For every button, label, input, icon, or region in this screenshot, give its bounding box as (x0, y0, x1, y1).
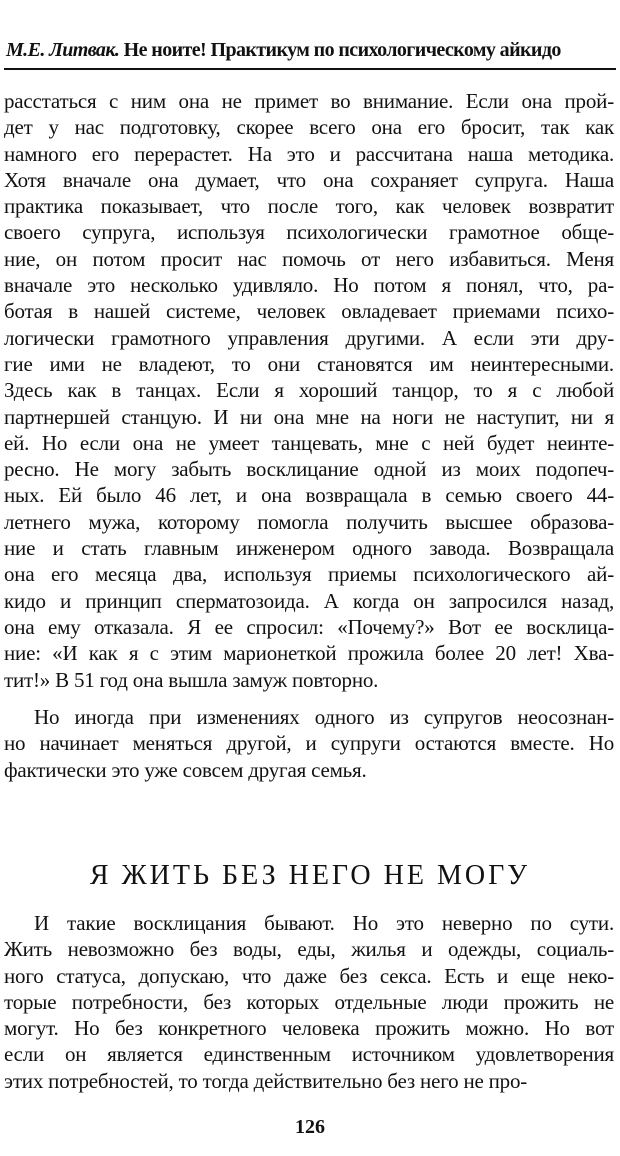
text-line: ботая в нашей системе, человек овладевает приемами психо- (4, 299, 614, 324)
text-line: намного его перерастет. На это и рассчитана наша методика. (4, 141, 614, 166)
text-line: могут. Но без конкретного человека прожить можно. Но вот (4, 1016, 614, 1041)
running-head-title: Не ноите! Практикум по психологическому айкидо (119, 39, 561, 61)
text-line: она его месяца два, используя приемы психологического ай- (4, 562, 614, 587)
text-line: тит!» В 51 год она вышла замуж повторно. (4, 667, 379, 692)
text-line: И такие восклицания бывают. Но это неверно по сути. (34, 911, 614, 935)
running-head (6, 38, 561, 62)
text-line: торые потребности, без которых отдельные люди прожить не (4, 989, 614, 1014)
text-line: этих потребностей, то тогда действительно без него не про- (4, 1068, 528, 1093)
text-line: фактически это уже совсем другая семья. (4, 757, 367, 782)
text-line: ние и стать главным инженером одного завода. Возвращала (4, 536, 614, 561)
text-line: расстаться с ним она не примет во внимание. Если она прой- (4, 89, 614, 113)
text-line: ного статуса, допускаю, что даже без секса. Есть и еще неко- (4, 963, 614, 988)
text-line: Здесь как в танцах. Если я хороший танцор, то я с любой (4, 378, 614, 403)
page-number: 126 (295, 1116, 325, 1138)
text-line: дет у нас подготовку, скорее всего она его бросит, так как (4, 115, 614, 140)
text-line: партнершей станцую. И ни она мне на ноги не наступит, ни я (4, 404, 614, 429)
text-line: если он является единственным источником удовлетворения (4, 1042, 614, 1067)
chapter-title: Я ЖИТЬ БЕЗ НЕГО НЕ МОГУ (89, 860, 531, 892)
paragraph-1 (4, 88, 614, 693)
text-line: но начинает меняться другой, и супруги остаются вместе. Но (4, 731, 614, 756)
text-line: логически грамотного управления другими. А если эти дру- (4, 325, 614, 350)
text-line: ние: «И как я с этим марионеткой прожила более 20 лет! Хва- (4, 641, 614, 666)
text-line: вначале это несколько удивляло. Но потом я понял, что, ра- (4, 273, 614, 298)
paragraph-3 (4, 910, 614, 1094)
text-line: ние, он потом просит нас помочь от него избавиться. Меня (4, 246, 614, 271)
text-line: гие ими не владеют, то они становятся им неинтересными. (4, 351, 614, 376)
text-line: ей. Но если она не умеет танцевать, мне с ней будет неинте- (4, 430, 614, 455)
text-line: Но иногда при изменениях одного из супругов неосознан- (34, 705, 614, 729)
text-line: летнего мужа, которому помогла получить высшее образова- (4, 509, 614, 534)
text-line: ресно. Не могу забыть восклицание одной из моих подопеч- (4, 457, 614, 482)
running-head-author: М.Е. Литвак. (6, 39, 120, 61)
text-line: Хотя вначале она думает, что она сохраняет супруга. Наша (4, 167, 614, 192)
text-line: своего супруга, используя психологически грамотное обще- (4, 220, 614, 245)
header-rule (4, 68, 616, 70)
text-line: ных. Ей было 46 лет, и она возвращала в семью своего 44- (4, 483, 614, 508)
text-line: практика показывает, что после того, как человек возвратит (4, 194, 614, 219)
paragraph-2 (4, 704, 614, 783)
text-line: она ему отказала. Я ее спросил: «Почему?» Вот ее восклица- (4, 614, 614, 639)
text-line: кидо и принцип сперматозоида. А когда он запросился назад, (4, 588, 614, 613)
text-line: Жить невозможно без воды, еды, жилья и одежды, социаль- (4, 937, 614, 962)
